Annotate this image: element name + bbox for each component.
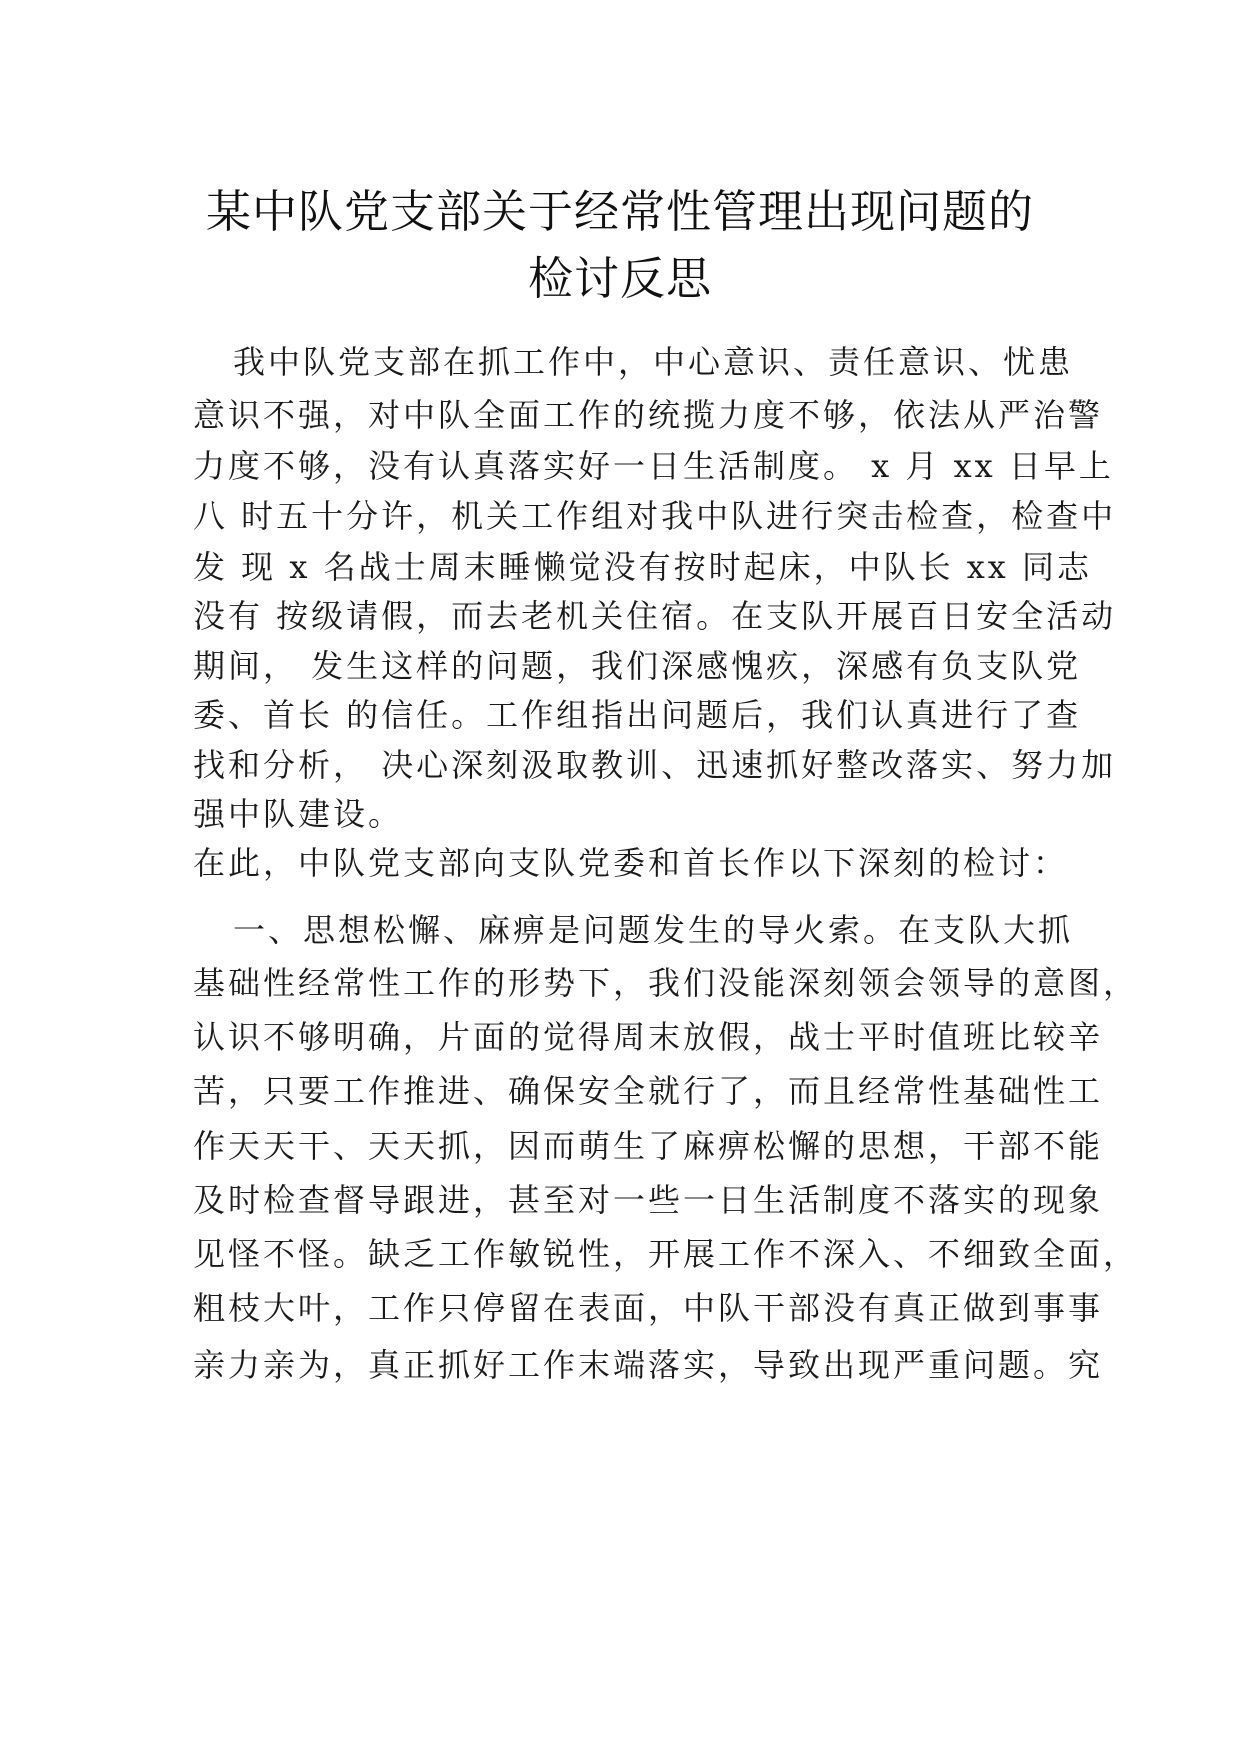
body-line: 找和分析， 决心深刻汲取教训、迅速抓好整改落实、努力加 <box>193 746 1117 784</box>
body-line: 我中队党支部在抓工作中，中心意识、责任意识、忧患 <box>233 343 1074 381</box>
body-line: 委、首长 的信任。工作组指出问题后，我们认真进行了查 <box>193 696 1082 734</box>
body-line: 一、思想松懈、麻痹是问题发生的导火索。在支队大抓 <box>233 911 1074 949</box>
body-line: 作天天干、天天抓，因而萌生了麻痹松懈的思想，干部不能 <box>193 1127 1104 1165</box>
body-line: 认识不够明确，片面的觉得周末放假，战士平时值班比较辛 <box>193 1018 1104 1056</box>
body-line: 意识不强，对中队全面工作的统揽力度不够，依法从严治警 <box>193 396 1104 434</box>
document-title-line-2: 检讨反思 <box>527 252 712 305</box>
body-line: 八 时五十分许，机关工作组对我中队进行突击检查，检查中 <box>193 497 1117 535</box>
body-line: 发 现 x 名战士周末睡懒觉没有按时起床，中队长 xx 同志 <box>193 548 1093 586</box>
body-line: 及时检查督导跟进，甚至对一些一日生活制度不落实的现象 <box>193 1181 1104 1219</box>
body-line: 强中队建设。 <box>193 795 404 833</box>
body-line: 期间， 发生这样的问题，我们深感愧疚，深感有负支队党 <box>193 647 1082 685</box>
body-line: 粗枝大叶，工作只停留在表面，中队干部没有真正做到事事 <box>193 1289 1104 1327</box>
document-title-line-1: 某中队党支部关于经常性管理出现问题的 <box>205 185 1034 238</box>
body-line: 见怪不怪。缺乏工作敏锐性，开展工作不深入、不细致全面， <box>193 1235 1139 1273</box>
body-line: 苦，只要工作推进、确保安全就行了，而且经常性基础性工 <box>193 1072 1104 1110</box>
body-line: 没有 按级请假，而去老机关住宿。在支队开展百日安全活动 <box>193 597 1117 635</box>
body-line: 力度不够，没有认真落实好一日生活制度。 x 月 xx 日早上 <box>193 447 1114 485</box>
body-line: 基础性经常性工作的形势下，我们没能深刻领会领导的意图， <box>193 964 1139 1002</box>
body-line: 在此，中队党支部向支队党委和首长作以下深刻的检讨： <box>193 844 1069 882</box>
body-line: 亲力亲为，真正抓好工作末端落实，导致出现严重问题。究 <box>193 1346 1104 1384</box>
